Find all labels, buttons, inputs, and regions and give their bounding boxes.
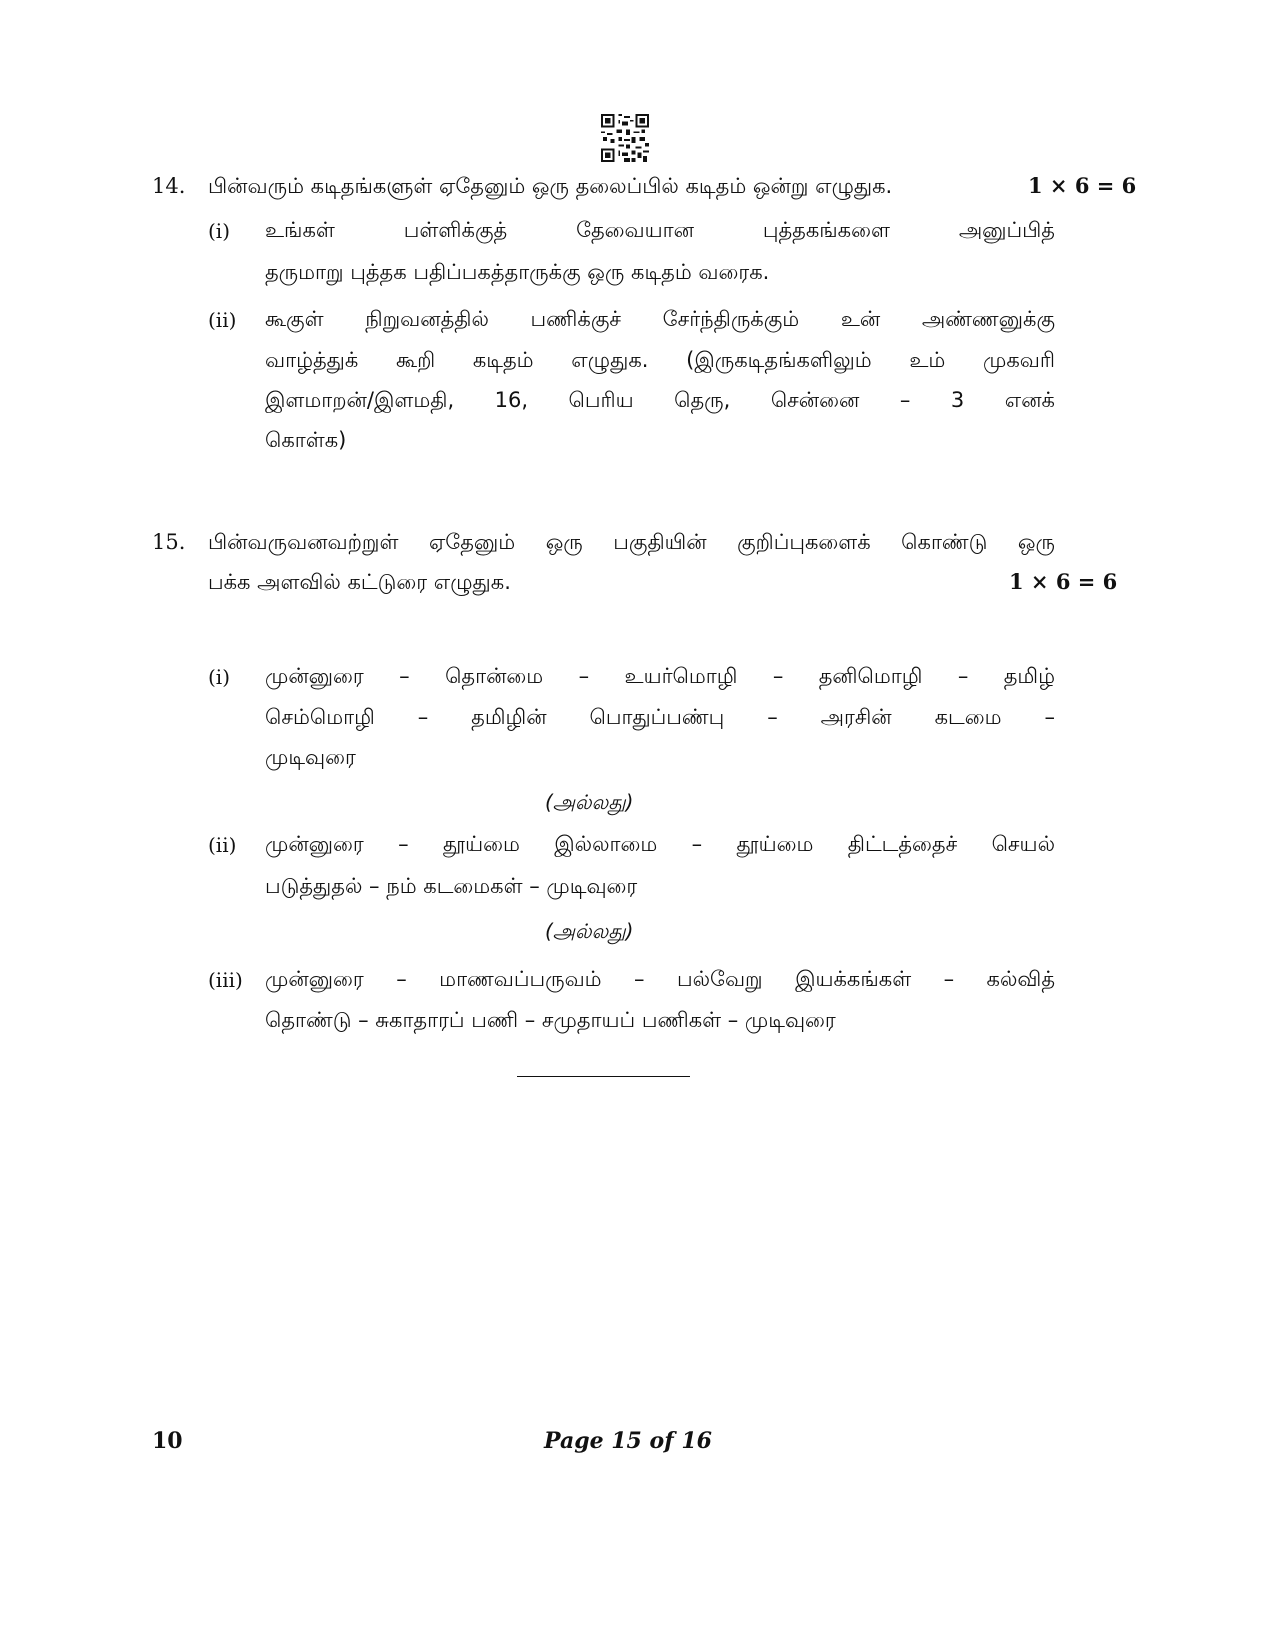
q15-item-ii-label: (ii) <box>208 833 237 857</box>
q14-item-ii-line-1: கூகுள் நிறுவனத்தில் பணிக்குச் சேர்ந்திருக்கும் உன் அண்ணனுக்கு <box>265 307 1055 331</box>
q15-item-iii-label: (iii) <box>208 968 243 992</box>
end-divider <box>517 1076 690 1077</box>
question-15-marks: 1 × 6 = 6 <box>1009 569 1118 594</box>
page-number: Page 15 of 16 <box>544 1428 712 1454</box>
q15-item-iii-line-1: முன்னுரை – மாணவப்பருவம் – பல்வேறு இயக்கங்கள் – கல்வித் <box>265 967 1055 991</box>
q15-item-i-label: (i) <box>208 665 231 689</box>
q14-item-ii-line-2: வாழ்த்துக் கூறி கடிதம் எழுதுக. (இருகடிதங்களிலும் உம் முகவரி <box>265 348 1055 372</box>
q14-item-i-label: (i) <box>208 219 231 243</box>
question-14-marks: 1 × 6 = 6 <box>1028 173 1137 198</box>
question-14-number: 14. <box>152 174 186 198</box>
or-separator-2: (அல்லது) <box>545 919 634 943</box>
q15-item-i-line-3: முடிவுரை <box>265 745 356 769</box>
q14-item-ii-line-3: இளமாறன்/இளமதி, 16, பெரிய தெரு, சென்னை – 3 எனக் <box>265 388 1055 412</box>
q14-item-ii-label: (ii) <box>208 308 237 332</box>
paper-code: 10 <box>152 1428 183 1454</box>
question-15-number: 15. <box>152 530 186 554</box>
q14-item-i-line-1: உங்கள் பள்ளிக்குத் தேவையான புத்தகங்களை அனுப்பித் <box>265 218 1055 242</box>
q15-item-i-line-1: முன்னுரை – தொன்மை – உயர்மொழி – தனிமொழி – தமிழ் <box>265 664 1055 688</box>
question-14-prompt: பின்வரும் கடிதங்களுள் ஏதேனும் ஒரு தலைப்பில் கடிதம் ஒன்று எழுதுக. <box>208 174 893 198</box>
q14-item-i-line-2: தருமாறு புத்தக பதிப்பகத்தாருக்கு ஒரு கடிதம் வரைக. <box>265 260 770 284</box>
q15-item-iii-line-2: தொண்டு – சுகாதாரப் பணி – சமுதாயப் பணிகள் – முடிவுரை <box>265 1008 836 1032</box>
q15-item-ii-line-2: படுத்துதல் – நம் கடமைகள் – முடிவுரை <box>265 874 638 898</box>
q15-item-ii-line-1: முன்னுரை – தூய்மை இல்லாமை – தூய்மை திட்டத்தைச் செயல் <box>265 832 1055 856</box>
or-separator-1: (அல்லது) <box>545 790 634 814</box>
question-15-prompt-line-2: பக்க அளவில் கட்டுரை எழுதுக. <box>208 570 511 594</box>
qr-code-icon <box>601 114 649 162</box>
q14-item-ii-line-4: கொள்க) <box>265 428 347 452</box>
question-15-prompt-line-1: பின்வருவனவற்றுள் ஏதேனும் ஒரு பகுதியின் குறிப்புகளைக் கொண்டு ஒரு <box>208 530 1055 554</box>
q15-item-i-line-2: செம்மொழி – தமிழின் பொதுப்பண்பு – அரசின் கடமை – <box>265 705 1055 729</box>
